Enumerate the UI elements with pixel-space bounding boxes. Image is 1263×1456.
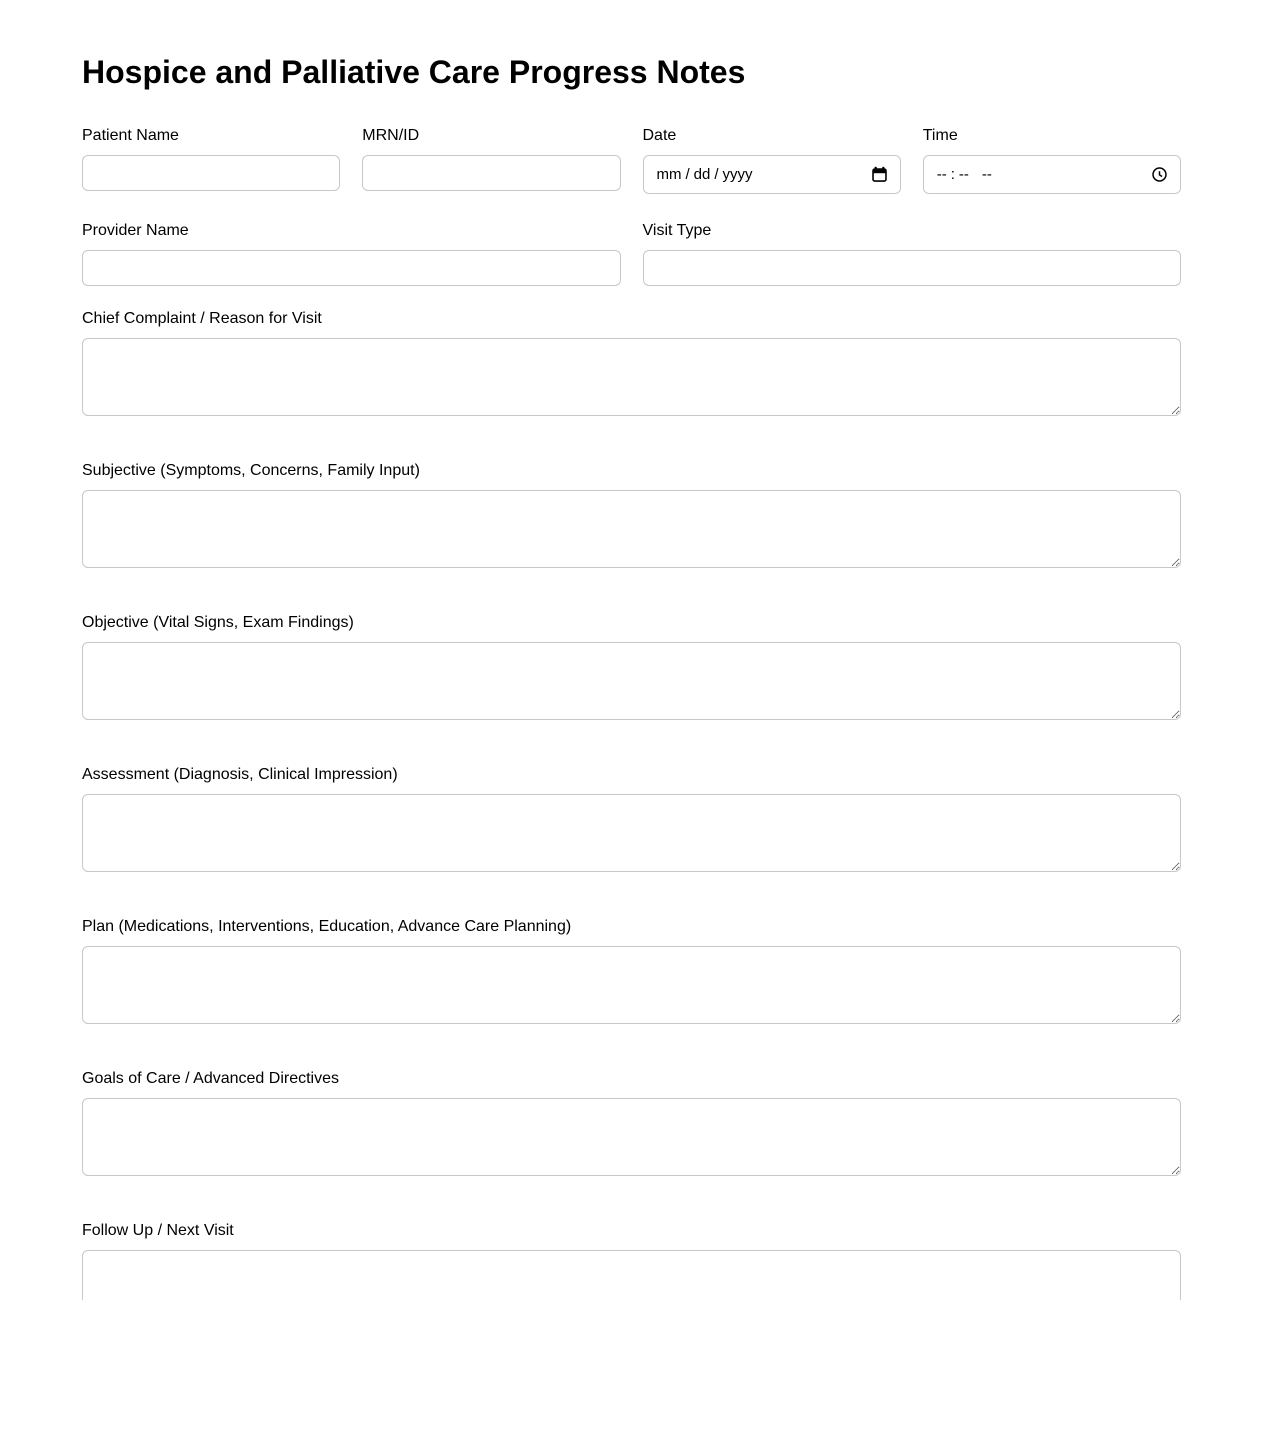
provider-name-input[interactable] xyxy=(82,250,621,286)
objective-label: Objective (Vital Signs, Exam Findings) xyxy=(82,614,354,631)
date-label: Date xyxy=(642,127,677,144)
goals-of-care-section xyxy=(82,1069,1181,1176)
time-hour-segment[interactable]: -- xyxy=(936,166,947,183)
subjective-textarea[interactable] xyxy=(82,490,1181,568)
mrn-id-input[interactable] xyxy=(362,155,620,191)
follow-up-label: Follow Up / Next Visit xyxy=(82,1222,234,1239)
date-input[interactable] xyxy=(643,155,901,194)
time-label: Time xyxy=(922,127,958,144)
objective-section xyxy=(82,613,1181,720)
mrn-id-label: MRN/ID xyxy=(362,127,420,144)
date-field-group xyxy=(643,126,901,194)
time-placeholder xyxy=(936,166,1151,183)
subjective-label: Subjective (Symptoms, Concerns, Family Input) xyxy=(82,462,420,479)
date-year-segment[interactable]: yyyy xyxy=(722,166,753,183)
date-month-segment[interactable]: mm xyxy=(656,166,682,183)
calendar-icon[interactable] xyxy=(871,166,888,183)
visit-type-input[interactable] xyxy=(643,250,1182,286)
assessment-section xyxy=(82,765,1181,872)
plan-textarea[interactable] xyxy=(82,946,1181,1024)
patient-info-row xyxy=(82,126,1181,194)
plan-section xyxy=(82,917,1181,1024)
page-title: Hospice and Palliative Care Progress Notes xyxy=(82,54,746,90)
time-input[interactable] xyxy=(923,155,1181,194)
subjective-section xyxy=(82,461,1181,568)
follow-up-textarea[interactable] xyxy=(82,1250,1181,1300)
patient-name-field-group xyxy=(82,126,340,194)
date-placeholder xyxy=(656,166,871,183)
objective-textarea[interactable] xyxy=(82,642,1181,720)
date-separator: / xyxy=(714,166,719,183)
visit-type-field-group xyxy=(643,221,1182,286)
progress-notes-form xyxy=(82,56,1181,1300)
patient-name-label: Patient Name xyxy=(82,127,179,144)
time-meridiem-segment[interactable]: -- xyxy=(981,166,992,183)
mrn-id-field-group xyxy=(362,126,620,194)
patient-name-input[interactable] xyxy=(82,155,340,191)
assessment-textarea[interactable] xyxy=(82,794,1181,872)
assessment-label: Assessment (Diagnosis, Clinical Impression) xyxy=(82,766,398,783)
goals-of-care-textarea[interactable] xyxy=(82,1098,1181,1176)
chief-complaint-section xyxy=(82,309,1181,416)
time-minute-segment[interactable]: -- xyxy=(958,166,969,183)
follow-up-clipped-region xyxy=(82,1250,1181,1300)
follow-up-section xyxy=(82,1221,1181,1300)
goals-of-care-label: Goals of Care / Advanced Directives xyxy=(82,1070,340,1087)
chief-complaint-textarea[interactable] xyxy=(82,338,1181,416)
plan-label: Plan (Medications, Interventions, Education, Advance Care Planning) xyxy=(82,918,572,935)
date-separator: / xyxy=(685,166,690,183)
time-separator: : xyxy=(950,166,955,183)
visit-type-label: Visit Type xyxy=(642,222,712,239)
time-field-group xyxy=(923,126,1181,194)
provider-name-label: Provider Name xyxy=(82,222,189,239)
provider-name-field-group xyxy=(82,221,621,286)
visit-info-row xyxy=(82,221,1181,286)
chief-complaint-label: Chief Complaint / Reason for Visit xyxy=(82,310,322,327)
clock-icon[interactable] xyxy=(1151,166,1168,183)
date-day-segment[interactable]: dd xyxy=(693,166,711,183)
